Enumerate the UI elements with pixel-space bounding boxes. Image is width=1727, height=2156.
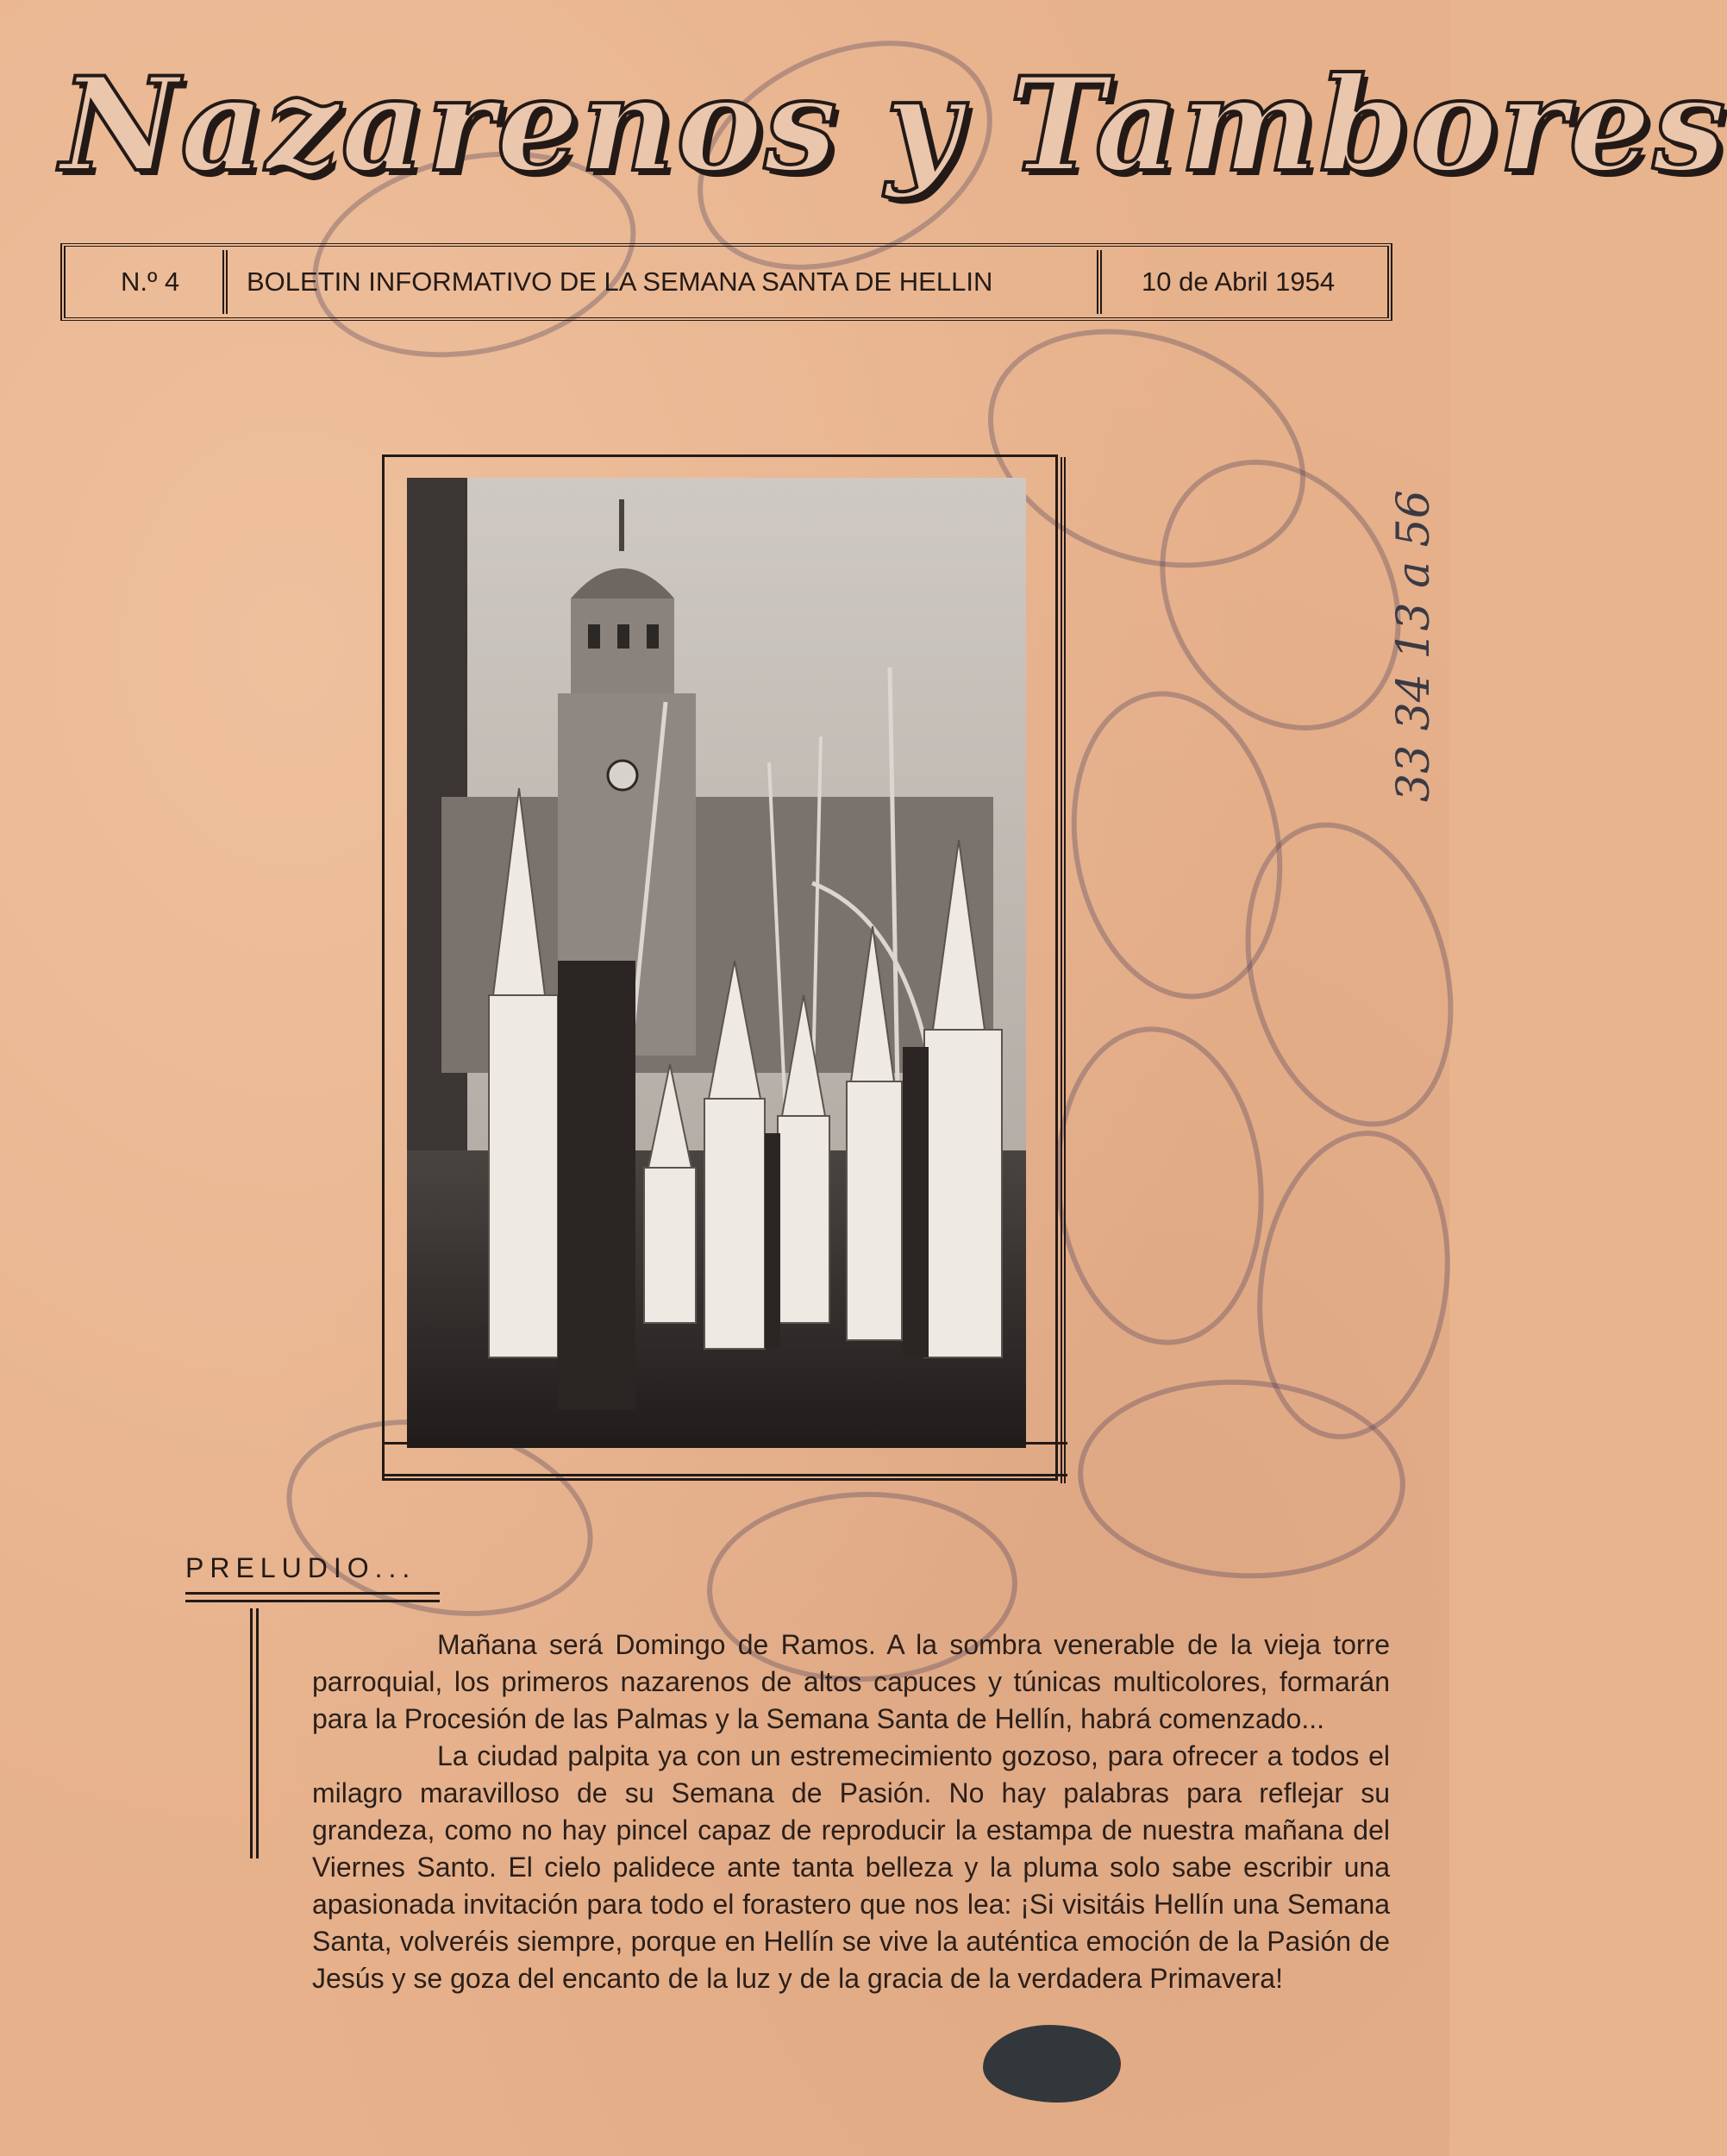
title-underline [185, 1592, 440, 1602]
frame-rail [1061, 457, 1066, 1483]
article-title: PRELUDIO... [185, 1552, 416, 1583]
vertical-rule [250, 1608, 259, 1858]
issue-info-bar [60, 243, 1392, 321]
divider [222, 250, 228, 314]
article-paragraph: Mañana será Domingo de Ramos. A la sombra venerable de la vieja torre parroquial, los primeros nazarenos de altos capuces y túnicas multicolores, formarán para la Procesión de las Palmas y la Semana Santa de Hellín, habrá comenzado... [312, 1629, 1390, 1734]
scroll-rod [382, 1442, 1067, 1476]
bulletin-subtitle: BOLETIN INFORMATIVO DE LA SEMANA SANTA DE HELLIN [247, 266, 993, 297]
article-paragraph: La ciudad palpita ya con un estremecimiento gozoso, para ofrecer a todos el milagro maravilloso de su Semana de Pasión. No hay palabras para reflejar su grandeza, como no hay pincel capaz de reproducir la estampa de nuestra mañana del Viernes Santo. El cielo palidece ante tanta belleza y la pluma solo sabe escribir una apasionada invitación para todo el forastero que nos lea: ¡Si visitáis Hellín una Semana Santa, volveréis siempre, porque en Hellín se vive la auténtica emoción de la Pasión de Jesús y se goza del encanto de la luz y de la gracia de la verdadera Primavera! [312, 1740, 1390, 1994]
procession-photo [407, 478, 1026, 1448]
masthead-title: Nazarenos y Tambores [60, 49, 1727, 201]
issue-date: 10 de Abril 1954 [1142, 266, 1336, 297]
issue-number: N.º 4 [121, 266, 180, 297]
article-body [312, 1626, 1390, 1997]
handwritten-note: 33 34 13 a 56 [1388, 490, 1440, 802]
procession-photo-illustration [407, 478, 1026, 1448]
divider [1097, 250, 1102, 314]
ink-blot [983, 2025, 1121, 2103]
